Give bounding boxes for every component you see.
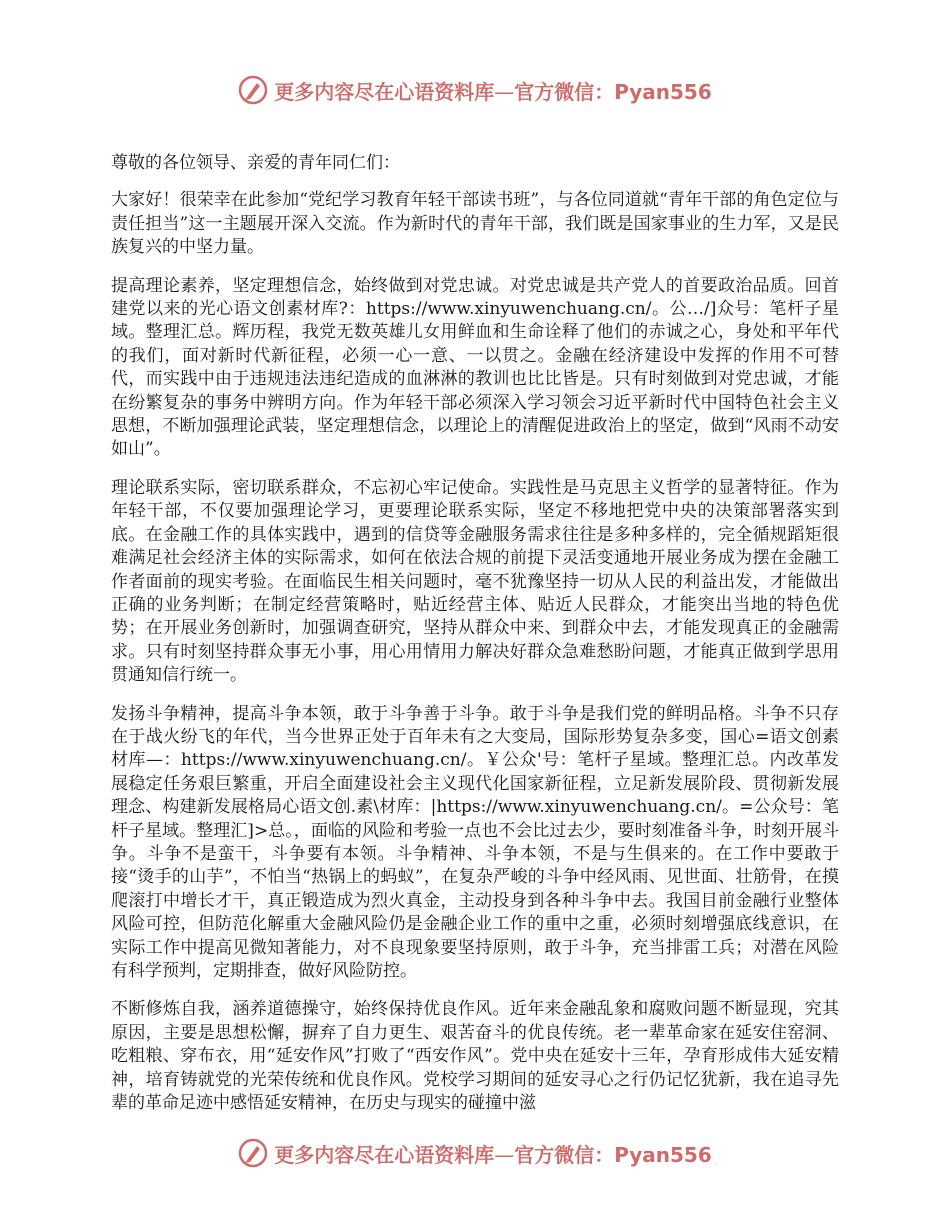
banner-text [274, 1139, 712, 1168]
banner-text-dash: — [494, 79, 515, 104]
paragraph-3: 理论联系实际，密切联系群众，不忘初心牢记使命。实践性是马克思主义哲学的显著特征。作为年轻干部，不仅要加强理论学习，更要理论联系实际，坚定不移地把党中央的决策部署落实到底。在金融工作的具体实践中，遇到的信贷等金融服务需求往往是多种多样的，完全循规蹈矩很难满足社会经济主体的实际需求，如何在依法合规的前提下灵活变通地开展业务成为摆在金融工作者面前的现实考验。在面临民生相关问题时，毫不犹豫坚持一切从人民的利益出发，才能做出正确的业务判断；在制定经营策略时，贴近经营主体、贴近人民群众，才能突出当地的特色优势；在开展业务创新时，加强调查研究，坚持从群众中来、到群众中去，才能发现真正的金融需求。只有时刻坚持群众事无小事，用心用情用力解决好群众急难愁盼问题，才能真正做到学思用贯通知信行统一。 [111, 477, 839, 686]
pen-nib-icon [238, 1138, 268, 1168]
paragraph-2: 提高理论素养，坚定理想信念，始终做到对党忠诚。对党忠诚是共产党人的首要政治品质。回首建党以来的光心语文创素材库?：https://www.xinyuwenchuang.cn/。公…/]众号：笔杆子星域。整理汇总。辉历程，我党无数英雄儿女用鲜血和生命诠释了他们的赤诚之心，身处和平年代的我们，面对新时代新征程，必须一心一意、一以贯之。金融在经济建设中发挥的作用不可替代，而实践中由于违规违法违纪造成的血淋淋的教训也比比皆是。只有时刻做到对党忠诚，才能在纷繁复杂的事务中辨明方向。作为年轻干部必须深入学习领会习近平新时代中国特色社会主义思想，不断加强理论武装，坚定理想信念，以理论上的清醒促进政治上的坚定，做到“风雨不动安如山”。 [111, 275, 839, 460]
footer-banner [0, 1133, 950, 1173]
document-body [111, 152, 839, 1130]
paragraph-1: 大家好！很荣幸在此参加“党纪学习教育年轻干部读书班”，与各位同道就“青年干部的角色定位与责任担当”这一主题展开深入交流。作为新时代的青年干部，我们既是国家事业的生力军，又是民族复兴的中坚力量。 [111, 190, 839, 258]
banner-text [274, 76, 712, 105]
paragraph-4: 发扬斗争精神，提高斗争本领，敢于斗争善于斗争。敢于斗争是我们党的鲜明品格。斗争不只存在于战火纷飞的年代，当今世界正处于百年未有之大变局，国际形势复杂多变，国心=语文创素材库—：https://www.xinyuwenchuang.cn/。￥公众'号：笔杆子星域。整理汇总。内改革发展稳定任务艰巨繁重，开启全面建设社会主义现代化国家新征程，立足新发展阶段、贯彻新发展理念、构建新发展格局心语文创.素\材库：|https://www.xinyuwenchuang.cn/。=公众号：笔杆子星域。整理汇]>总。，面临的风险和考验一点也不会比过去少，要时刻准备斗争，时刻开展斗争。斗争不是蛮干，斗争要有本领。斗争精神、斗争本领，不是与生俱来的。在工作中要敢于接“烫手的山芋”，不怕当“热锅上的蚂蚁”，在复杂严峻的斗争中经风雨、见世面、壮筋骨，在摸爬滚打中增长才干，真正锻造成为烈火真金，主动投身到各种斗争中去。我国目前金融行业整体风险可控，但防范化解重大金融风险仍是金融企业工作的重中之重，必须时刻增强底线意识，在实际工作中提高见微知著能力，对不良现象要坚持原则，敢于斗争，充当排雷工兵；对潜在风险有科学预判，定期排查，做好风险防控。 [111, 703, 839, 981]
banner-text-tail: 官方微信：Pyan556 [514, 1142, 712, 1167]
greeting: 尊敬的各位领导、亲爱的青年同仁们： [111, 153, 400, 173]
banner-text-tail: 官方微信：Pyan556 [514, 79, 712, 104]
banner-text-main: 更多内容尽在心语资料库 [274, 79, 495, 104]
banner-text-main: 更多内容尽在心语资料库 [274, 1142, 495, 1167]
paragraph-5: 不断修炼自我，涵养道德操守，始终保持优良作风。近年来金融乱象和腐败问题不断显现，究其原因，主要是思想松懈，摒弃了自力更生、艰苦奋斗的优良传统。老一辈革命家在延安住窑洞、吃粗粮、穿布衣，用“延安作风”打败了“西安作风”。党中央在延安十三年，孕育形成伟大延安精神，培育铸就党的光荣传统和优良作风。党校学习期间的延安寻心之行仍记忆犹新，我在追寻先辈的革命足迹中感悟延安精神，在历史与现实的碰撞中滋 [111, 999, 839, 1114]
pen-nib-icon [238, 75, 268, 105]
header-banner [0, 70, 950, 110]
banner-text-dash: — [494, 1142, 515, 1167]
